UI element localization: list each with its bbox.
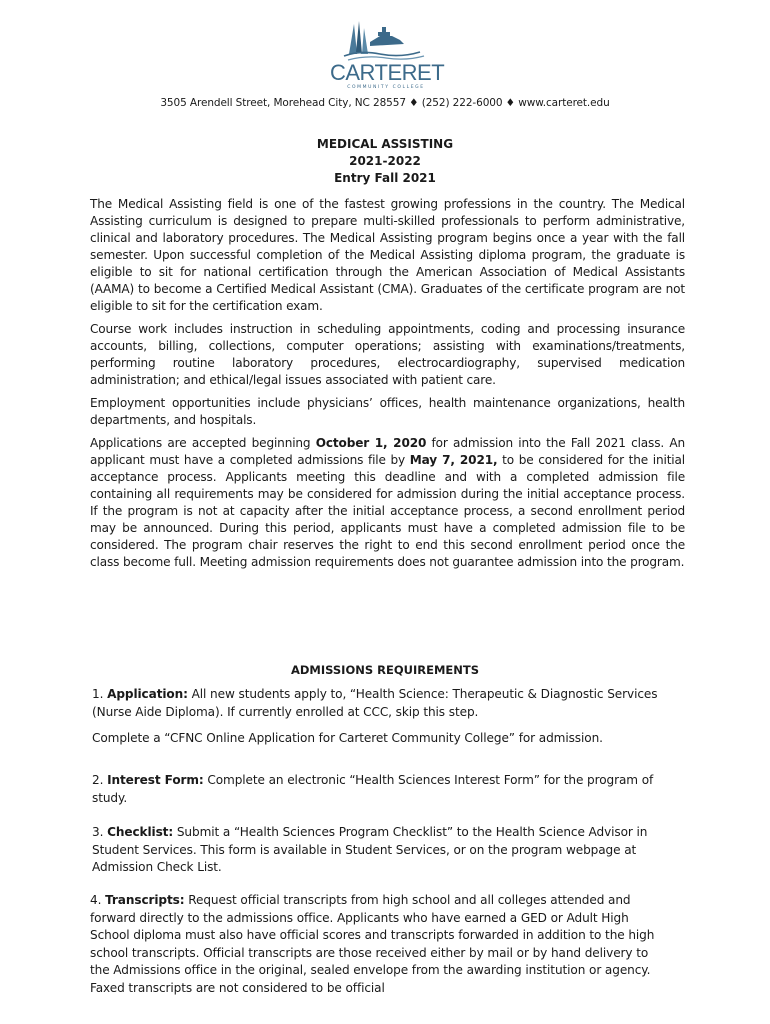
- item-text: All new students apply to, “Health Science: Therapeutic & Diagnostic Services (Nurse Aide Diploma). If currently enrolled at CCC, skip this step.: [92, 687, 658, 719]
- entry-term: Entry Fall 2021: [334, 171, 436, 185]
- academic-year: 2021-2022: [349, 154, 421, 168]
- program-title: MEDICAL ASSISTING: [316, 137, 454, 151]
- application-deadline-date: May 7, 2021,: [409, 453, 498, 467]
- applications-text-b: for admission into the Fall 2021 class. An applicant must have a completed admissions file by: [90, 436, 685, 467]
- item-label: Interest Form:: [107, 773, 204, 787]
- logo-wordmark: CARTERET: [330, 60, 445, 85]
- requirement-application: [92, 686, 664, 721]
- sailboat-logo-icon: [330, 18, 442, 64]
- coursework-paragraph: Course work includes instruction in scheduling appointments, coding and processing insurance accounts, billing, collections, computer operations; assisting with examinations/treatments, performing routine laboratory procedures, electrocardiography, supervised medication administration; and ethical/legal issues associated with patient care.: [90, 322, 685, 387]
- applications-paragraph: [90, 435, 685, 571]
- applications-text-c: to be considered for the initial acceptance process. Applicants meeting this deadline and with a completed admission file containing all requirements may be considered for admission during the initial acceptance process. If the program is not at capacity after the initial acceptance process, a second enrollment period may be announced. During this period, applicants must have a completed admission file to be considered. The program chair reserves the right to end this second enrollment period once the class become full. Meeting admission requirements does not guarantee admission into the program.: [90, 453, 685, 569]
- college-logo: [330, 18, 445, 92]
- item-number: 4.: [90, 893, 106, 907]
- intro-paragraph: The Medical Assisting field is one of the fastest growing professions in the country. The Medical Assisting curriculum is designed to prepare multi-skilled professionals to perform administrative, clinical and laboratory procedures. The Medical Assisting program begins once a year with the fall semester. Upon successful completion of the Medical Assisting diploma program, the graduate is eligible to sit for national certification through the American Association of Medical Assistants (AAMA) to become a Certified Medical Assistant (CMA). Graduates of the certificate program are not eligible to sit for the certification exam.: [90, 197, 685, 313]
- requirement-cfnc: [92, 730, 664, 748]
- employment-paragraph: Employment opportunities include physicians’ offices, health maintenance organizations, health departments, and hospitals.: [90, 396, 685, 427]
- item-number: 1.: [92, 687, 108, 701]
- requirement-checklist: [92, 824, 664, 877]
- requirement-transcripts: [90, 892, 666, 997]
- item-label: Application:: [107, 687, 188, 701]
- college-address: 3505 Arendell Street, Morehead City, NC 28557 ♦ (252) 222-6000 ♦ www.carteret.edu: [160, 97, 610, 109]
- application-open-date: October 1, 2020: [315, 436, 427, 450]
- item-label: Transcripts:: [105, 893, 185, 907]
- applications-text-a: Applications are accepted beginning: [90, 436, 316, 450]
- logo-subtitle: COMMUNITY COLLEGE: [347, 85, 425, 90]
- item-number: 2.: [92, 773, 108, 787]
- item-text: Complete a “CFNC Online Application for Carteret Community College” for admission.: [92, 731, 603, 745]
- item-text: Complete an electronic “Health Sciences Interest Form” for the program of study.: [92, 773, 654, 805]
- item-label: Checklist:: [107, 825, 174, 839]
- admissions-heading: ADMISSIONS REQUIREMENTS: [290, 663, 480, 677]
- requirement-interest-form: [92, 772, 664, 807]
- document-title: [0, 136, 770, 187]
- item-text: Request official transcripts from high school and all colleges attended and forward directly to the admissions office. Applicants who have earned a GED or Adult High School diploma must also have official scores and transcripts forwarded in addition to the high school transcripts. Official transcripts are those received either by mail or by hand delivery to the Admissions office in the original, sealed envelope from the awarding institution or agency. Faxed transcripts are not considered to be official: [90, 893, 655, 995]
- item-text: Submit a “Health Sciences Program Checklist” to the Health Science Advisor in Student Services. This form is available in Student Services, or on the program webpage at Admission Check List.: [92, 825, 648, 874]
- item-number: 3.: [92, 825, 108, 839]
- program-description: [90, 196, 685, 571]
